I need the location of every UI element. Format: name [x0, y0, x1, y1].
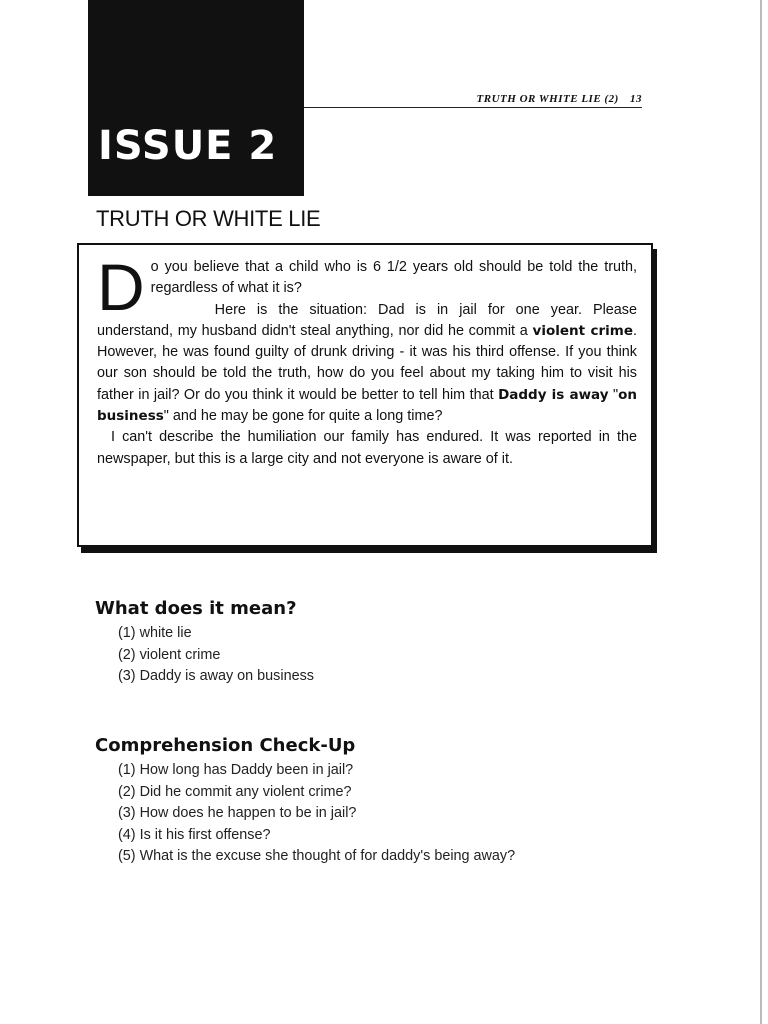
letter-p1: o you believe that a child who is 6 1/2 years old should be told the truth, regardless of what it is?	[150, 259, 637, 297]
meaning-item: (2) violent crime	[118, 646, 221, 663]
drop-cap: D	[97, 250, 145, 324]
running-title: TRUTH OR WHITE LIE (2)	[476, 93, 619, 105]
letter-box	[77, 243, 653, 547]
letter-paragraph-1	[97, 257, 637, 300]
letter-paragraph-3	[97, 427, 637, 470]
issue-banner	[88, 0, 304, 196]
letter-text	[97, 250, 638, 470]
comprehension-list	[118, 760, 515, 868]
letter-p2-d: " and he may be gone for quite a long time?	[163, 408, 443, 425]
letter-p2-c: "	[608, 386, 619, 403]
meaning-item: (1) white lie	[118, 625, 192, 641]
page-edge	[760, 0, 762, 1024]
comprehension-heading: Comprehension Check-Up	[95, 735, 356, 756]
meaning-list	[118, 623, 314, 688]
running-head	[420, 93, 642, 105]
letter-p3: I can't describe the humiliation our family has endured. It was reported in the newspaper, but this is a large city and not everyone is aware of it.	[97, 429, 637, 467]
comprehension-item: (2) Did he commit any violent crime?	[118, 783, 352, 800]
comprehension-item: (5) What is the excuse she thought of for daddy's being away?	[118, 848, 516, 864]
header-rule	[304, 107, 642, 108]
comprehension-item: (3) How does he happen to be in jail?	[118, 805, 357, 821]
letter-p2-bold-1: violent crime	[532, 322, 634, 339]
comprehension-item: (1) How long has Daddy been in jail?	[118, 762, 354, 778]
letter-p2-b: . However, he was found guilty of drunk driving - it was his third offense. If you think our son should be told the truth, how do you feel about my taking him to visit his father in jail? Or do you think it would be better to tell him that	[97, 322, 638, 403]
letter-paragraph-2	[97, 300, 637, 428]
page-number: 13	[630, 93, 642, 105]
comprehension-item: (4) Is it his first offense?	[118, 826, 271, 843]
letter-p2-a: Here is the situation: Dad is in jail for one year. Please understand, my husband didn't steal anything, nor did he commit a	[97, 301, 637, 339]
meaning-item: (3) Daddy is away on business	[118, 668, 314, 684]
letter-p2-bold-3: on business	[97, 386, 637, 425]
issue-label: ISSUE 2	[98, 123, 278, 169]
letter-p2-bold-2: Daddy is away	[498, 386, 609, 403]
meaning-heading: What does it mean?	[95, 598, 297, 619]
section-title: TRUTH OR WHITE LIE	[96, 206, 321, 231]
